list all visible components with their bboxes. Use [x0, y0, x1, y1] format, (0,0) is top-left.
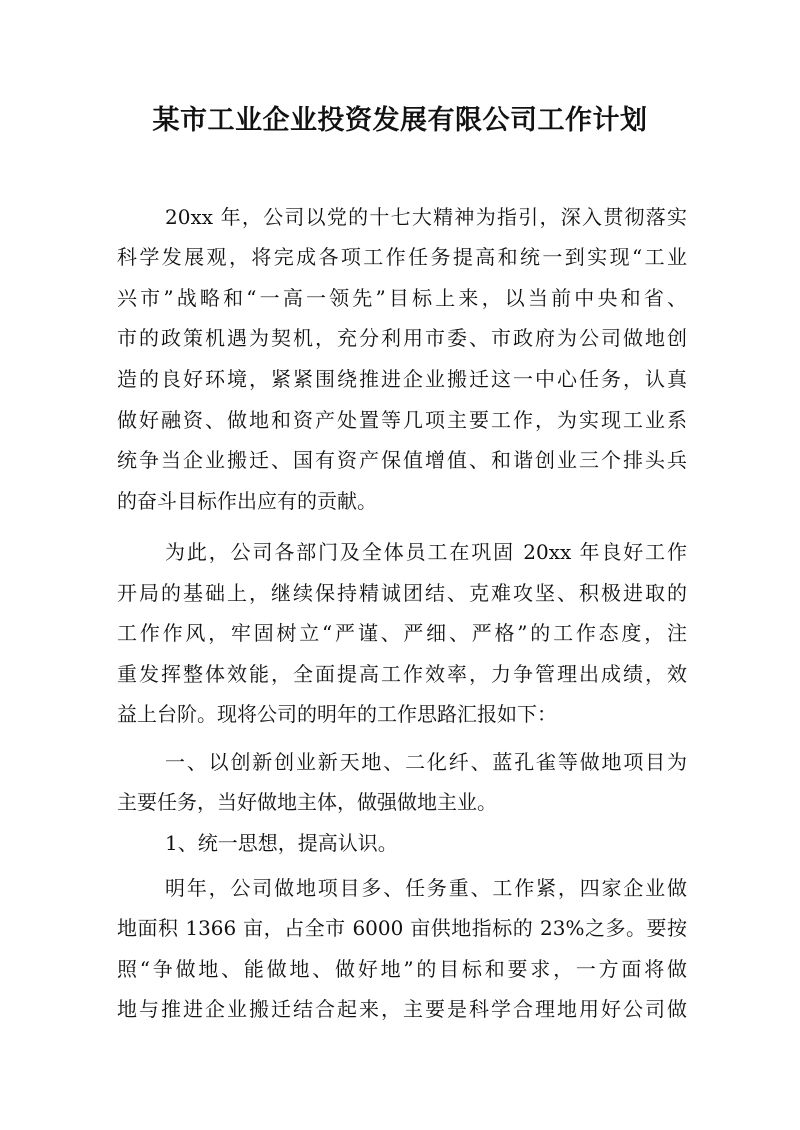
paragraph-line: 工作作风，牢固树立“严谨、严细、严格”的工作态度，注 [117, 621, 687, 645]
paragraph-line: 为此，公司各部门及全体员工在巩固 20xx 年良好工作 [165, 540, 687, 564]
paragraph-line: 地与推进企业搬迁结合起来，主要是科学合理地用好公司做 [117, 997, 687, 1021]
section-heading-line: 主要任务，当好做地主体，做强做地主业。 [117, 790, 497, 814]
paragraph-line: 统争当企业搬迁、国有资产保值增值、和谐创业三个排头兵 [117, 448, 687, 472]
paragraph-line: 的奋斗目标作出应有的贡献。 [117, 489, 377, 513]
document-title: 某市工业企业投资发展有限公司工作计划 [152, 105, 648, 136]
paragraph-line: 重发挥整体效能，全面提高工作效率，力争管理出成绩，效 [117, 662, 687, 686]
paragraph-line: 兴市”战略和“一高一领先”目标上来，以当前中央和省、 [117, 286, 687, 310]
paragraph-line: 做好融资、做地和资产处置等几项主要工作，为实现工业系 [117, 408, 687, 432]
paragraph-line: 开局的基础上，继续保持精诚团结、克难攻坚、积极进取的 [117, 581, 687, 605]
paragraph-line: 造的良好环境，紧紧围绕推进企业搬迁这一中心任务，认真 [117, 367, 687, 391]
paragraph-line: 科学发展观，将完成各项工作任务提高和统一到实现“工业 [117, 245, 687, 269]
paragraph-line: 照“争做地、能做地、做好地”的目标和要求，一方面将做 [117, 957, 687, 981]
paragraph-line: 地面积 1366 亩，占全市 6000 亩供地指标的 23%之多。要按 [117, 916, 687, 940]
paragraph-line: 20xx 年，公司以党的十七大精神为指引，深入贯彻落实 [165, 205, 687, 229]
section-heading-line: 一、以创新创业新天地、二化纤、蓝孔雀等做地项目为 [165, 750, 687, 774]
paragraph-line: 明年，公司做地项目多、任务重、工作紧，四家企业做 [165, 876, 687, 900]
subsection-heading: 1、统一思想，提高认识。 [165, 831, 398, 855]
paragraph-line: 益上台阶。现将公司的明年的工作思路汇报如下： [117, 702, 557, 726]
paragraph-line: 市的政策机遇为契机，充分利用市委、市政府为公司做地创 [117, 326, 687, 350]
